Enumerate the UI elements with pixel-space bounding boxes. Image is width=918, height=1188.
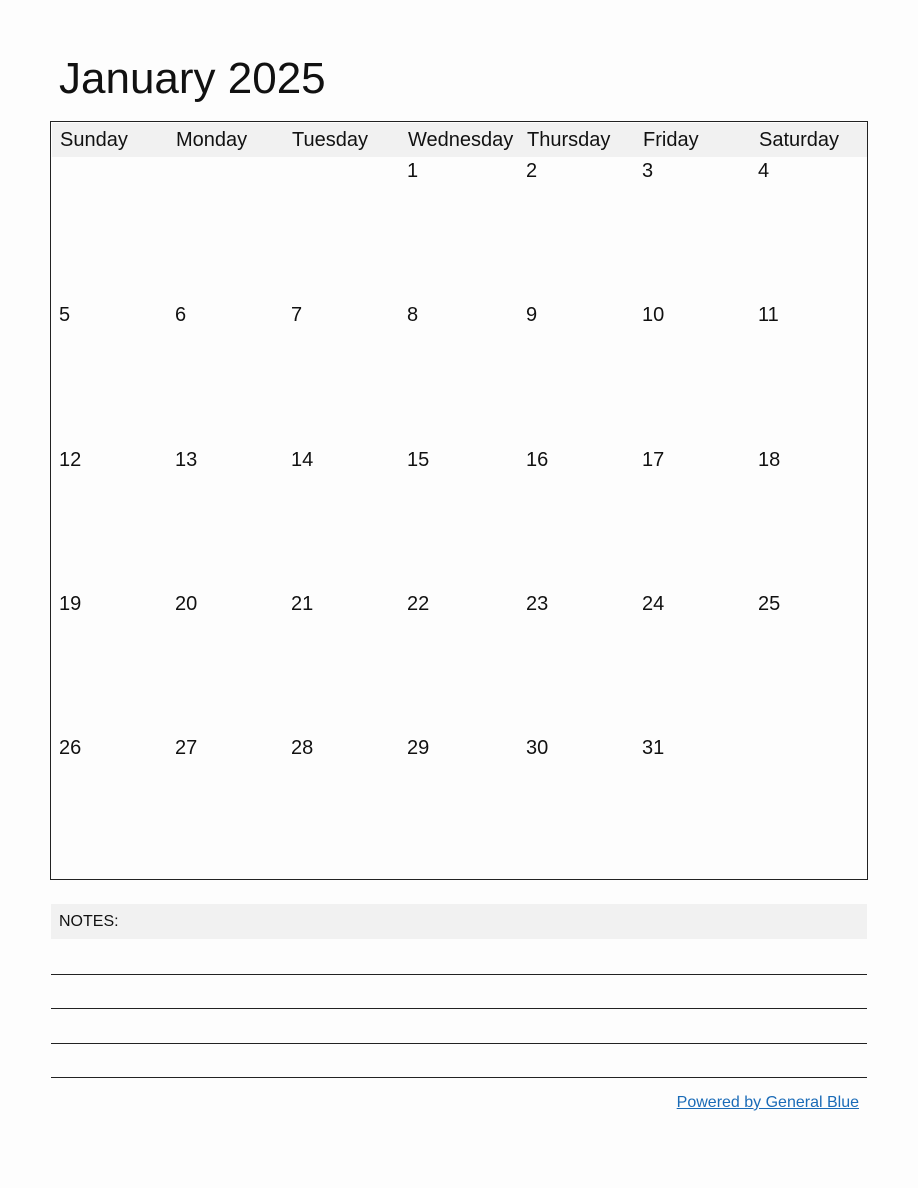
day-cell: 27 <box>175 737 198 759</box>
day-cell: 4 <box>758 160 770 182</box>
day-cell: 1 <box>407 160 419 182</box>
weekday-header-row <box>52 123 867 157</box>
notes-header <box>51 904 867 939</box>
day-cell: 3 <box>642 160 654 182</box>
notes-label: NOTES: <box>59 913 119 930</box>
day-cell: 28 <box>291 737 314 759</box>
day-cell: 7 <box>291 304 303 326</box>
calendar-grid <box>50 121 868 880</box>
day-cell: 22 <box>407 593 430 615</box>
day-cell: 20 <box>175 593 198 615</box>
weekday-monday: Monday <box>176 129 248 151</box>
day-cell: 30 <box>526 737 549 759</box>
note-line <box>51 1077 867 1078</box>
day-cell: 17 <box>642 449 665 471</box>
day-cell: 24 <box>642 593 665 615</box>
day-cell: 6 <box>175 304 187 326</box>
day-cell: 26 <box>59 737 82 759</box>
day-cell: 31 <box>642 737 665 759</box>
day-cell: 8 <box>407 304 419 326</box>
weekday-saturday: Saturday <box>759 129 840 151</box>
day-cell: 15 <box>407 449 430 471</box>
day-cell: 23 <box>526 593 549 615</box>
day-cell: 11 <box>758 304 779 326</box>
day-cell: 19 <box>59 593 82 615</box>
day-cell: 9 <box>526 304 538 326</box>
weekday-thursday: Thursday <box>527 129 611 151</box>
day-cell: 25 <box>758 593 781 615</box>
day-cell: 29 <box>407 737 430 759</box>
note-line <box>51 1043 867 1044</box>
day-cell: 18 <box>758 449 781 471</box>
day-cell: 14 <box>291 449 314 471</box>
day-cell: 16 <box>526 449 549 471</box>
day-cell: 2 <box>526 160 538 182</box>
day-cell: 12 <box>59 449 82 471</box>
note-line <box>51 974 867 975</box>
weekday-sunday: Sunday <box>60 129 128 151</box>
calendar-title: January 2025 <box>59 54 326 103</box>
day-cell: 5 <box>59 304 71 326</box>
powered-by-link[interactable]: Powered by General Blue <box>676 1094 859 1111</box>
day-cell: 10 <box>642 304 665 326</box>
weekday-tuesday: Tuesday <box>292 129 368 151</box>
weekday-wednesday: Wednesday <box>408 129 514 151</box>
day-cell: 13 <box>175 449 198 471</box>
weekday-friday: Friday <box>643 129 699 151</box>
day-cell: 21 <box>291 593 314 615</box>
note-line <box>51 1008 867 1009</box>
